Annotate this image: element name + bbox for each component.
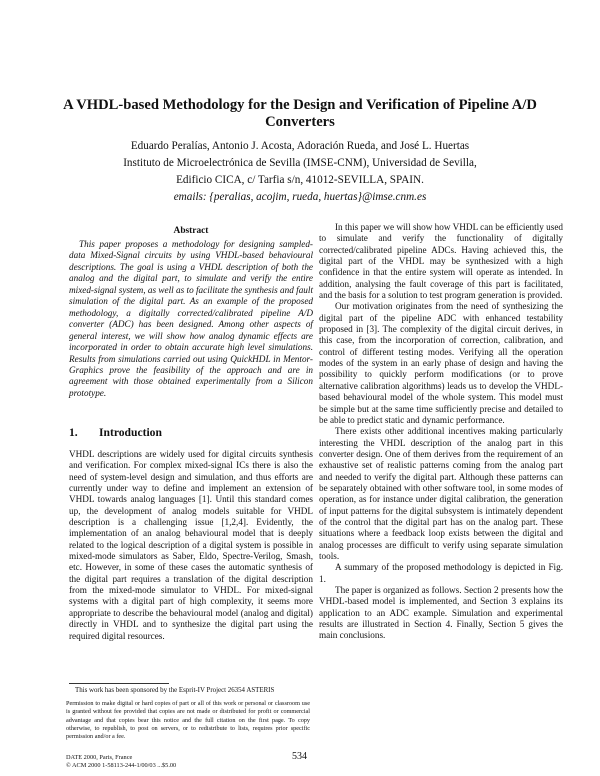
section-number: 1. — [69, 426, 78, 439]
section-title: Introduction — [99, 426, 162, 439]
footnote-divider — [69, 683, 169, 684]
paragraph: A summary of the proposed methodology is depicted in Fig. 1. — [319, 562, 563, 584]
title-line-1: A VHDL-based Methodology for the Design and Verification of Pipeline A/D — [63, 97, 537, 113]
paper-title — [40, 97, 560, 131]
title-line-2: Converters — [265, 114, 335, 130]
right-column — [319, 222, 563, 642]
abstract-heading: Abstract — [173, 226, 209, 236]
permission-notice: Permission to make digital or hard copies of part or all of this work or personal or classroom use is granted without fee provided that copies are not made or distributed for profit or commercial advantage and that copies bear this notice and the full citation on the first page. To copy otherwise, to republish, to post on servers, or to redistribute to lists, requires prior specific permission and/or a fee. — [66, 700, 310, 741]
introduction-text: VHDL descriptions are widely used for digital circuits synthesis and verification. For complex mixed-signal ICs there is also the need of system-level design and simulation, and thus efforts are currently under way to define and implement an extension of VHDL towards analog languages [1]. Until this standard comes up, the development of analog models suitable for VHDL description is a challenging issue [1,2,4]. Evidently, the implementation of an analog behavioural model that is deeply related to the logical description of a digital system is possible in mixed-mode simulators as Saber, Eldo, Spectre-Verilog, Smash, etc. However, in some of these cases the automatic synthesis of the digital part requires a translation of the digital description from the mixed-mode simulator to VHDL. For mixed-signal systems with a digital part of high complexity, it seems more appropriate to describe the behavioural model (analog and digital) directly in VHDL and to synthesize the digital part using the required digital resources. — [69, 449, 313, 641]
conference-name: DATE 2000, Paris, France — [66, 754, 133, 761]
paragraph: The paper is organized as follows. Section 2 presents how the VHDL-based model is implemented, and Section 3 explains its application to an ADC example. Simulation and experimental results are illustrated in Section 4. Finally, Section 5 gives the main conclusions. — [319, 585, 563, 641]
author-block — [40, 138, 560, 206]
page-number: 534 — [292, 751, 307, 762]
affiliation-line: Instituto de Microelectrónica de Sevilla (IMSE-CNM), Universidad de Sevilla, — [123, 157, 477, 169]
section-heading-introduction — [69, 426, 313, 439]
abstract-text: This paper proposes a methodology for designing sampled-data Mixed-Signal circuits by using VHDL-based behavioural descriptions. The goal is using a VHDL description of both the analog and the digital part, to simulate and verify the entire mixed-signal system, as well as to facilitate the synthesis and fault simulation of the digital part. As an example of the proposed methodology, a digitally corrected/calibrated pipeline A/D converter (ADC) has been designed. Among other aspects of general interest, we will show how analog dynamic effects are incorporated in order to obtain accurate high level simulations. Results from simulations carried out using QuickHDL in Mentor-Graphics prove the feasibility of the approach and are in agreement with those obtained experimentally from a Silicon prototype. — [69, 239, 313, 398]
author-names: Eduardo Peralías, Antonio J. Acosta, Adoración Rueda, and José L. Huertas — [130, 140, 470, 152]
sponsor-footnote: This work has been sponsored by the Esprit-IV Project 26354 ASTERIS — [75, 687, 275, 694]
conference-info — [66, 754, 266, 771]
paragraph: In this paper we will show how VHDL can be efficiently used to simulate and verify the functionality of digitally corrected/calibrated pipeline ADCs. Having achieved this, the digital part of the VHDL may be synthesized with a high confidence in that the entire system will operate as intended. In addition, analysing the fault coverage of this part is facilitated, and the basis for a solution to test program generation is provided. — [319, 222, 563, 301]
paragraph: Our motivation originates from the need of synthesizing the digital part of the pipeline ADC with enhanced testability proposed in [3]. The complexity of the digital circuit derives, in this case, from the incorporation of correction, calibration, and control of different testing modes. Verifying all the operation modes of the system in an early phase of design and having the possibility to quickly perform modifications (or to prove alternative calibration algorithms) leads us to develop the VHDL-based behavioural model of the whole system. This model must be simple but at the same time sufficiently precise and detailed to be able to predict static and dynamic performance. — [319, 301, 563, 425]
author-emails: emails: {peralias, acojim, rueda, huertas}@imse.cnm.es — [173, 191, 427, 203]
paragraph: There exists other additional incentives making particularly interesting the VHDL description of the analog part in this converter design. One of them derives from the requirement of an exhaustive set of realistic patterns coming from the analog part and needed to verify the digital part. Although these patterns can be separately obtained with other software tool, in some modes of operation, as for instance under digital calibration, the generation of input patterns for the digital subsystem is intimately dependent of the control that the digital part has on the analog part. These situations where a feedback loop exists between the digital and analog processes are difficult to verify using separate simulation tools. — [319, 426, 563, 561]
address-line: Edificio CICA, c/ Tarfia s/n, 41012-SEVILLA, SPAIN. — [176, 174, 424, 186]
copyright-line: © ACM 2000 1-58113-244-1/00/03 ...$5.00 — [66, 762, 177, 770]
